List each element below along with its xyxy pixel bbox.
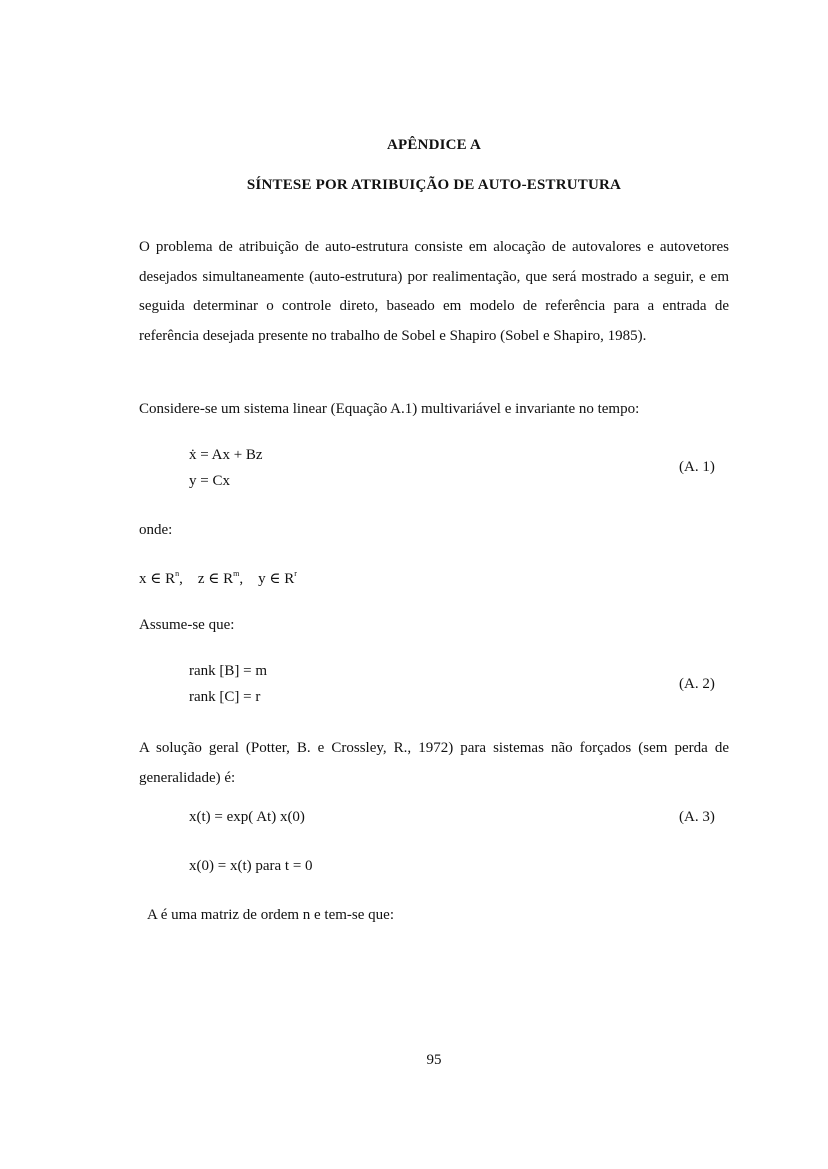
system-sentence: Considere-se um sistema linear (Equação A.1) multivariável e invariante no tempo: [139, 401, 640, 417]
equation-a3-line1: x(t) = exp( At) x(0) [189, 809, 305, 825]
intro-paragraph: O problema de atribuição de auto-estrutura consiste em alocação de autovalores e autovetores desejados simultaneamente (auto-estrutura) por realimentação, que será mostrado a seguir, e em seguida determinar o controle direto, baseado em modelo de referência para a entrada de referência desejada presente no trabalho de Sobel e Shapiro (Sobel e Shapiro, 1985). [139, 239, 729, 344]
equation-a1-line1: ẋ = Ax + Bz [189, 447, 263, 463]
onde-label: onde: [139, 522, 173, 538]
x-dimension-superscript: n [175, 569, 180, 578]
z-dimension-superscript: m [233, 569, 240, 578]
equation-a2-line2: rank [C] = r [189, 689, 261, 705]
equation-a2-line1: rank [B] = m [189, 663, 268, 679]
matrix-order-sentence: A é uma matriz de ordem n e tem-se que: [147, 907, 394, 923]
initial-condition: x(0) = x(t) para t = 0 [189, 858, 313, 874]
equation-a1-line2: y = Cx [189, 473, 230, 489]
page-number: 95 [426, 1052, 442, 1068]
assume-label: Assume-se que: [139, 617, 235, 633]
appendix-subtitle: SÍNTESE POR ATRIBUIÇÃO DE AUTO-ESTRUTURA [246, 177, 622, 193]
general-solution-paragraph: A solução geral (Potter, B. e Crossley, R., 1972) para sistemas não forçados (sem perda de generalidade) é: [139, 740, 729, 786]
y-dimension-superscript: r [294, 569, 297, 578]
dimensions-line: x ∈ $R^n$, z ∈ $R^m$, y ∈ $R^r$ [139, 569, 297, 587]
y-dimension: y ∈ R [258, 571, 295, 587]
x-dimension: x ∈ R [139, 571, 176, 587]
equation-a2-label: (A. 2) [679, 676, 715, 692]
equation-a3-label: (A. 3) [679, 809, 715, 825]
z-dimension: z ∈ R [197, 571, 234, 587]
appendix-title: APÊNDICE A [386, 137, 482, 153]
equation-a1-label: (A. 1) [679, 459, 715, 475]
